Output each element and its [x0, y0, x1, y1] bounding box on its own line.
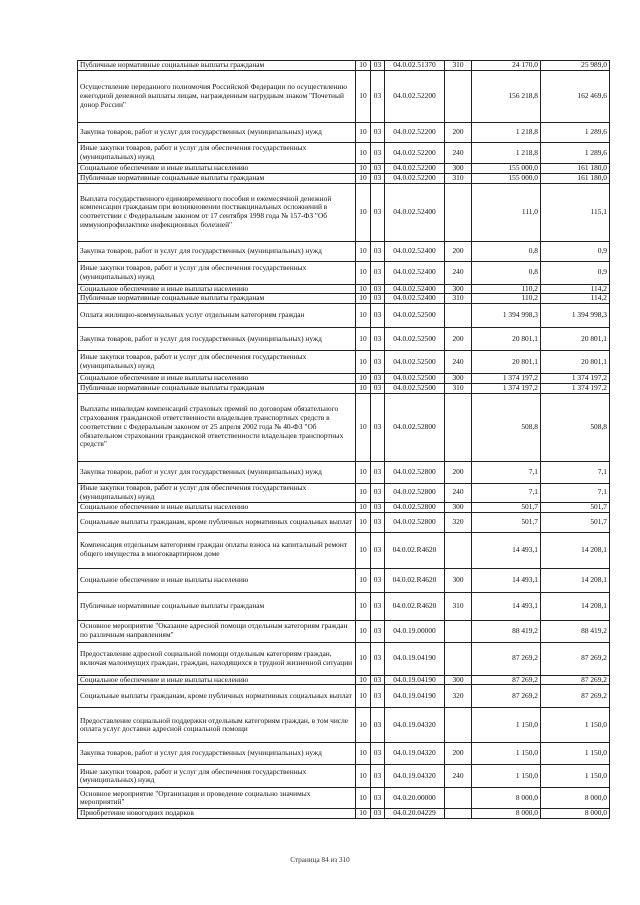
target-article-code: 04.0.02.R4620	[385, 568, 445, 592]
target-article-code: 04.0.02.52400	[385, 294, 445, 304]
amount-year-2: 114,2	[541, 294, 610, 304]
amount-year-2: 87 269,2	[541, 675, 610, 685]
subsection-code: 03	[371, 164, 385, 174]
expense-type-code: 240	[445, 765, 472, 788]
amount-year-1: 1 394 998,3	[472, 304, 541, 328]
table-row	[78, 483, 610, 502]
amount-year-2: 115,1	[541, 183, 610, 241]
row-name: Публичные нормативные социальные выплаты гражданам	[78, 173, 356, 183]
table-row	[78, 532, 610, 568]
row-name: Иные закупки товаров, работ и услуг для обеспечения государственных (муниципальных) нужд	[78, 261, 356, 284]
table-row	[78, 568, 610, 592]
table-row	[78, 512, 610, 532]
subsection-code: 03	[371, 512, 385, 532]
expense-type-code	[445, 620, 472, 642]
amount-year-2: 508,8	[541, 393, 610, 461]
row-name: Основное мероприятие "Оказание адресной помощи отдельным категориям граждан по различным направлениям"	[78, 620, 356, 642]
subsection-code: 03	[371, 685, 385, 708]
subsection-code: 03	[371, 743, 385, 765]
expense-type-code: 310	[445, 61, 472, 71]
target-article-code: 04.0.20.04229	[385, 809, 445, 819]
table-row	[78, 173, 610, 183]
section-code: 10	[356, 351, 371, 374]
row-name: Иные закупки товаров, работ и услуг для обеспечения государственных (муниципальных) нужд	[78, 351, 356, 374]
subsection-code: 03	[371, 71, 385, 123]
subsection-code: 03	[371, 502, 385, 512]
row-name: Социальное обеспечение и иные выплаты населению	[78, 284, 356, 294]
section-code: 10	[356, 71, 371, 123]
amount-year-1: 24 170,0	[472, 61, 541, 71]
amount-year-1: 7,1	[472, 461, 541, 483]
amount-year-1: 87 269,2	[472, 642, 541, 675]
row-name: Иные закупки товаров, работ и услуг для обеспечения государственных (муниципальных) нужд	[78, 143, 356, 164]
table-row	[78, 143, 610, 164]
subsection-code: 03	[371, 642, 385, 675]
subsection-code: 03	[371, 143, 385, 164]
expense-type-code: 200	[445, 123, 472, 143]
expense-type-code	[445, 71, 472, 123]
row-name: Социальные выплаты гражданам, кроме публичных нормативных социальных выплат	[78, 685, 356, 708]
subsection-code: 03	[371, 261, 385, 284]
row-name: Предоставление социальной поддержки отдельным категориям граждан, в том числе оплата услуг доставки адресной социальной помощи	[78, 708, 356, 743]
amount-year-2: 25 989,0	[541, 61, 610, 71]
row-name: Социальное обеспечение и иные выплаты населению	[78, 568, 356, 592]
section-code: 10	[356, 183, 371, 241]
row-name: Социальное обеспечение и иные выплаты населению	[78, 675, 356, 685]
row-name: Выплата государственного единовременного пособия и ежемесячной денежной компенсации гражданам при возникновении поствакцинальных осложнений в соответствии с Федеральным законом от 17 сентября 1998 года № 157-ФЗ "Об иммунопрофилактике инфекционных болезней"	[78, 183, 356, 241]
target-article-code: 04.0.02.52800	[385, 502, 445, 512]
subsection-code: 03	[371, 461, 385, 483]
table-row	[78, 183, 610, 241]
amount-year-2: 20 801,1	[541, 351, 610, 374]
section-code: 10	[356, 173, 371, 183]
target-article-code: 04.0.19.00000	[385, 620, 445, 642]
expense-type-code: 300	[445, 675, 472, 685]
amount-year-2: 1 289,6	[541, 143, 610, 164]
amount-year-1: 1 218,8	[472, 123, 541, 143]
row-name: Закупка товаров, работ и услуг для государственных (муниципальных) нужд	[78, 743, 356, 765]
table-row	[78, 809, 610, 819]
table-row	[78, 71, 610, 123]
amount-year-2: 8 000,0	[541, 809, 610, 819]
section-code: 10	[356, 620, 371, 642]
section-code: 10	[356, 241, 371, 261]
amount-year-1: 1 374 197,2	[472, 374, 541, 384]
subsection-code: 03	[371, 675, 385, 685]
table-row	[78, 61, 610, 71]
amount-year-1: 14 493,1	[472, 568, 541, 592]
section-code: 10	[356, 809, 371, 819]
row-name: Закупка товаров, работ и услуг для государственных (муниципальных) нужд	[78, 461, 356, 483]
row-name: Компенсация отдельным категориям граждан оплаты взноса на капитальный ремонт общего имущества в многоквартирном доме	[78, 532, 356, 568]
section-code: 10	[356, 383, 371, 393]
target-article-code: 04.0.19.04190	[385, 685, 445, 708]
expense-type-code: 200	[445, 461, 472, 483]
section-code: 10	[356, 765, 371, 788]
section-code: 10	[356, 483, 371, 502]
target-article-code: 04.0.19.04320	[385, 765, 445, 788]
row-name: Социальное обеспечение и иные выплаты населению	[78, 164, 356, 174]
row-name: Иные закупки товаров, работ и услуг для обеспечения государственных (муниципальных) нужд	[78, 483, 356, 502]
section-code: 10	[356, 61, 371, 71]
expense-type-code: 240	[445, 483, 472, 502]
amount-year-2: 1 150,0	[541, 743, 610, 765]
target-article-code: 04.0.02.52200	[385, 173, 445, 183]
subsection-code: 03	[371, 532, 385, 568]
amount-year-2: 7,1	[541, 483, 610, 502]
amount-year-1: 7,1	[472, 483, 541, 502]
expense-type-code	[445, 642, 472, 675]
expense-type-code: 240	[445, 143, 472, 164]
amount-year-2: 87 269,2	[541, 685, 610, 708]
amount-year-1: 1 218,8	[472, 143, 541, 164]
section-code: 10	[356, 502, 371, 512]
table-row	[78, 328, 610, 351]
amount-year-2: 14 208,1	[541, 532, 610, 568]
subsection-code: 03	[371, 620, 385, 642]
expense-type-code: 310	[445, 294, 472, 304]
subsection-code: 03	[371, 351, 385, 374]
amount-year-1: 0,8	[472, 241, 541, 261]
section-code: 10	[356, 592, 371, 620]
target-article-code: 04.0.02.52200	[385, 71, 445, 123]
subsection-code: 03	[371, 393, 385, 461]
expense-type-code	[445, 788, 472, 809]
amount-year-2: 162 469,6	[541, 71, 610, 123]
amount-year-1: 14 493,1	[472, 532, 541, 568]
row-name: Закупка товаров, работ и услуг для государственных (муниципальных) нужд	[78, 123, 356, 143]
expense-type-code: 310	[445, 383, 472, 393]
amount-year-2: 1 289,6	[541, 123, 610, 143]
target-article-code: 04.0.19.04190	[385, 675, 445, 685]
table-row	[78, 592, 610, 620]
target-article-code: 04.0.19.04320	[385, 743, 445, 765]
section-code: 10	[356, 685, 371, 708]
table-row	[78, 383, 610, 393]
section-code: 10	[356, 393, 371, 461]
target-article-code: 04.0.02.52500	[385, 351, 445, 374]
row-name: Социальные выплаты гражданам, кроме публичных нормативных социальных выплат	[78, 512, 356, 532]
subsection-code: 03	[371, 809, 385, 819]
amount-year-1: 508,8	[472, 393, 541, 461]
subsection-code: 03	[371, 483, 385, 502]
amount-year-2: 1 394 998,3	[541, 304, 610, 328]
section-code: 10	[356, 294, 371, 304]
expense-type-code	[445, 809, 472, 819]
amount-year-2: 161 180,0	[541, 164, 610, 174]
subsection-code: 03	[371, 173, 385, 183]
row-name: Закупка товаров, работ и услуг для государственных (муниципальных) нужд	[78, 241, 356, 261]
subsection-code: 03	[371, 383, 385, 393]
expense-type-code: 310	[445, 173, 472, 183]
amount-year-2: 1 150,0	[541, 765, 610, 788]
subsection-code: 03	[371, 284, 385, 294]
target-article-code: 04.0.02.52800	[385, 512, 445, 532]
subsection-code: 03	[371, 294, 385, 304]
amount-year-1: 87 269,2	[472, 685, 541, 708]
page-footer: Страница 84 из 310	[290, 856, 350, 864]
target-article-code: 04.0.02.51370	[385, 61, 445, 71]
amount-year-2: 14 208,1	[541, 568, 610, 592]
amount-year-2: 161 180,0	[541, 173, 610, 183]
expense-type-code: 200	[445, 328, 472, 351]
section-code: 10	[356, 743, 371, 765]
section-code: 10	[356, 461, 371, 483]
table-row	[78, 294, 610, 304]
amount-year-2: 0,9	[541, 261, 610, 284]
row-name: Закупка товаров, работ и услуг для государственных (муниципальных) нужд	[78, 328, 356, 351]
subsection-code: 03	[371, 765, 385, 788]
section-code: 10	[356, 123, 371, 143]
section-code: 10	[356, 328, 371, 351]
subsection-code: 03	[371, 123, 385, 143]
row-name: Публичные нормативные социальные выплаты гражданам	[78, 61, 356, 71]
subsection-code: 03	[371, 304, 385, 328]
expense-type-code: 300	[445, 502, 472, 512]
target-article-code: 04.0.02.52800	[385, 461, 445, 483]
target-article-code: 04.0.19.04320	[385, 708, 445, 743]
amount-year-2: 1 150,0	[541, 708, 610, 743]
amount-year-1: 1 150,0	[472, 708, 541, 743]
table-row	[78, 620, 610, 642]
section-code: 10	[356, 143, 371, 164]
table-row	[78, 765, 610, 788]
expense-type-code	[445, 532, 472, 568]
expense-type-code	[445, 183, 472, 241]
section-code: 10	[356, 374, 371, 384]
table-row	[78, 241, 610, 261]
amount-year-2: 0,9	[541, 241, 610, 261]
amount-year-1: 501,7	[472, 502, 541, 512]
section-code: 10	[356, 284, 371, 294]
expense-type-code: 200	[445, 743, 472, 765]
budget-table	[77, 60, 610, 819]
row-name: Публичные нормативные социальные выплаты гражданам	[78, 294, 356, 304]
table-row	[78, 374, 610, 384]
expense-type-code: 240	[445, 351, 472, 374]
amount-year-1: 88 419,2	[472, 620, 541, 642]
amount-year-2: 14 208,1	[541, 592, 610, 620]
table-row	[78, 164, 610, 174]
amount-year-1: 8 000,0	[472, 788, 541, 809]
row-name: Социальное обеспечение и иные выплаты населению	[78, 502, 356, 512]
expense-type-code: 320	[445, 685, 472, 708]
amount-year-1: 110,2	[472, 284, 541, 294]
expense-type-code: 300	[445, 568, 472, 592]
subsection-code: 03	[371, 568, 385, 592]
amount-year-1: 501,7	[472, 512, 541, 532]
expense-type-code: 310	[445, 592, 472, 620]
amount-year-2: 88 419,2	[541, 620, 610, 642]
subsection-code: 03	[371, 61, 385, 71]
section-code: 10	[356, 675, 371, 685]
target-article-code: 04.0.20.00000	[385, 788, 445, 809]
target-article-code: 04.0.02.52500	[385, 383, 445, 393]
subsection-code: 03	[371, 183, 385, 241]
amount-year-1: 87 269,2	[472, 675, 541, 685]
amount-year-2: 8 000,0	[541, 788, 610, 809]
target-article-code: 04.0.02.52200	[385, 123, 445, 143]
amount-year-1: 8 000,0	[472, 809, 541, 819]
table-row	[78, 261, 610, 284]
amount-year-1: 1 150,0	[472, 765, 541, 788]
subsection-code: 03	[371, 374, 385, 384]
section-code: 10	[356, 261, 371, 284]
target-article-code: 04.0.02.52500	[385, 328, 445, 351]
table-row	[78, 675, 610, 685]
row-name: Иные закупки товаров, работ и услуг для обеспечения государственных (муниципальных) нужд	[78, 765, 356, 788]
target-article-code: 04.0.02.R4620	[385, 532, 445, 568]
amount-year-2: 20 801,1	[541, 328, 610, 351]
expense-type-code: 320	[445, 512, 472, 532]
amount-year-1: 14 493,1	[472, 592, 541, 620]
subsection-code: 03	[371, 788, 385, 809]
row-name: Предоставление адресной социальной помощи отдельным категориям граждан, включая малоимущих граждан, граждан, находящихся в трудной жизненной ситуации	[78, 642, 356, 675]
expense-type-code: 240	[445, 261, 472, 284]
section-code: 10	[356, 532, 371, 568]
table-row	[78, 393, 610, 461]
row-name: Публичные нормативные социальные выплаты гражданам	[78, 592, 356, 620]
subsection-code: 03	[371, 592, 385, 620]
target-article-code: 04.0.02.52400	[385, 241, 445, 261]
table-row	[78, 304, 610, 328]
amount-year-1: 20 801,1	[472, 351, 541, 374]
target-article-code: 04.0.02.52200	[385, 143, 445, 164]
subsection-code: 03	[371, 328, 385, 351]
section-code: 10	[356, 304, 371, 328]
table-row	[78, 642, 610, 675]
amount-year-2: 7,1	[541, 461, 610, 483]
expense-type-code: 300	[445, 374, 472, 384]
expense-type-code: 300	[445, 164, 472, 174]
amount-year-1: 155 000,0	[472, 173, 541, 183]
table-row	[78, 461, 610, 483]
row-name: Выплаты инвалидам компенсаций страховых премий по договорам обязательного страхования гражданской ответственности владельцев транспортных средств в соответствии с Федеральным законом от 25 апреля 2002 года № 40-ФЗ "Об обязательном страховании гражданской ответственности владельцев транспортных средств"	[78, 393, 356, 461]
amount-year-2: 1 374 197,2	[541, 383, 610, 393]
section-code: 10	[356, 164, 371, 174]
row-name: Социальное обеспечение и иные выплаты населению	[78, 374, 356, 384]
amount-year-1: 156 218,8	[472, 71, 541, 123]
amount-year-1: 20 801,1	[472, 328, 541, 351]
amount-year-1: 1 150,0	[472, 743, 541, 765]
expense-type-code: 200	[445, 241, 472, 261]
amount-year-1: 110,2	[472, 294, 541, 304]
table-row	[78, 788, 610, 809]
expense-type-code	[445, 393, 472, 461]
subsection-code: 03	[371, 241, 385, 261]
target-article-code: 04.0.02.52800	[385, 483, 445, 502]
row-name: Осуществление переданного полномочия Российской Федерации по осуществлению ежегодной денежной выплаты лицам, награжденным нагрудным знаком "Почетный донор России"	[78, 71, 356, 123]
amount-year-1: 111,0	[472, 183, 541, 241]
target-article-code: 04.0.02.52500	[385, 374, 445, 384]
row-name: Основное мероприятие "Организация и проведение социально значимых мероприятий"	[78, 788, 356, 809]
row-name: Публичные нормативные социальные выплаты гражданам	[78, 383, 356, 393]
amount-year-2: 87 269,2	[541, 642, 610, 675]
table-row	[78, 502, 610, 512]
expense-type-code	[445, 304, 472, 328]
subsection-code: 03	[371, 708, 385, 743]
amount-year-2: 114,2	[541, 284, 610, 294]
amount-year-2: 501,7	[541, 502, 610, 512]
section-code: 10	[356, 512, 371, 532]
target-article-code: 04.0.02.52500	[385, 304, 445, 328]
target-article-code: 04.0.02.R4620	[385, 592, 445, 620]
section-code: 10	[356, 788, 371, 809]
section-code: 10	[356, 642, 371, 675]
table-row	[78, 708, 610, 743]
expense-type-code	[445, 708, 472, 743]
row-name: Приобретение новогодних подарков	[78, 809, 356, 819]
target-article-code: 04.0.02.52800	[385, 393, 445, 461]
table-row	[78, 284, 610, 294]
amount-year-1: 0,8	[472, 261, 541, 284]
table-row	[78, 123, 610, 143]
target-article-code: 04.0.02.52400	[385, 284, 445, 294]
table-row	[78, 351, 610, 374]
target-article-code: 04.0.02.52400	[385, 261, 445, 284]
budget-table-body	[78, 61, 610, 819]
expense-type-code: 300	[445, 284, 472, 294]
amount-year-1: 1 374 197,2	[472, 383, 541, 393]
section-code: 10	[356, 568, 371, 592]
target-article-code: 04.0.02.52400	[385, 183, 445, 241]
target-article-code: 04.0.02.52200	[385, 164, 445, 174]
row-name: Оплата жилищно-коммунальных услуг отдельным категориям граждан	[78, 304, 356, 328]
amount-year-2: 501,7	[541, 512, 610, 532]
table-row	[78, 685, 610, 708]
section-code: 10	[356, 708, 371, 743]
target-article-code: 04.0.19.04190	[385, 642, 445, 675]
table-row	[78, 743, 610, 765]
amount-year-1: 155 000,0	[472, 164, 541, 174]
amount-year-2: 1 374 197,2	[541, 374, 610, 384]
